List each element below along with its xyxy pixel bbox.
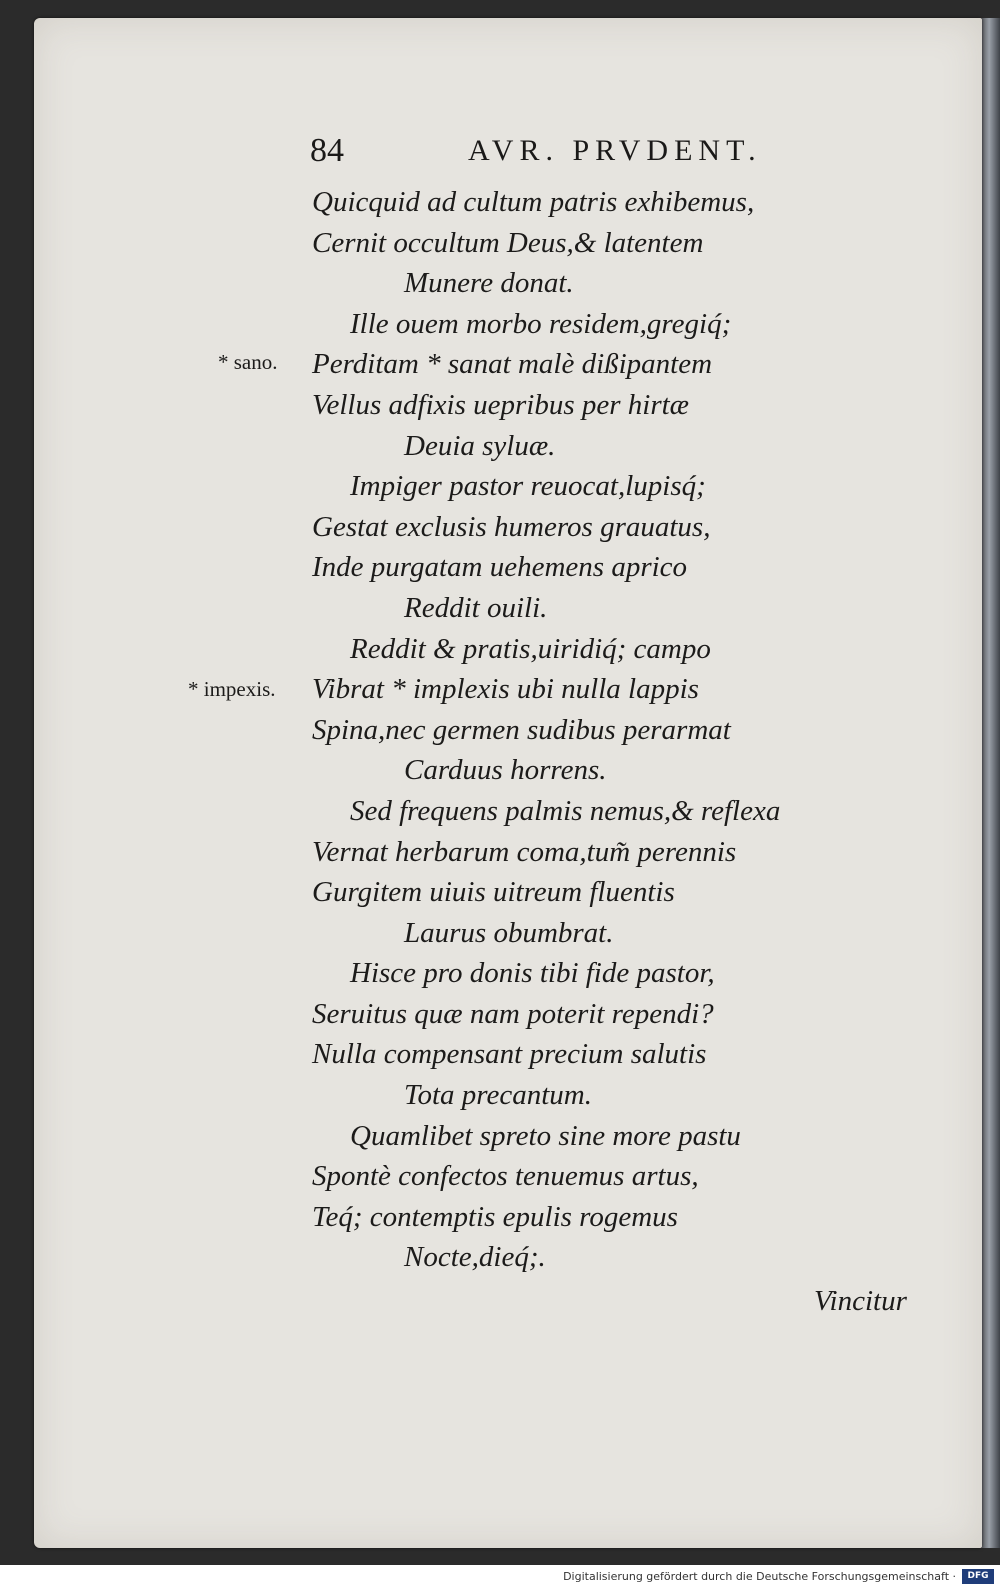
running-title: AVR. PRVDENT. xyxy=(468,134,762,167)
poem-line: Perditam * sanat malè dißipantem xyxy=(312,348,713,381)
poem-line: Seruitus quæ nam poterit rependi? xyxy=(312,997,714,1030)
poem-line: Teq́; contemptis epulis rogemus xyxy=(312,1200,678,1233)
poem-line: Vernat herbarum coma,tum̃ perennis xyxy=(312,835,737,868)
margin-note: * impexis. xyxy=(188,677,276,701)
book-edge xyxy=(982,18,1000,1548)
poem-line: Nocte,dieq́;. xyxy=(404,1241,546,1274)
poem-line: Carduus horrens. xyxy=(404,754,607,787)
poem-text xyxy=(312,182,872,1278)
poem-line: Reddit & pratis,uiridiq́; campo xyxy=(350,632,711,665)
poem-line: Inde purgatam uehemens aprico xyxy=(312,551,688,584)
margin-note: * sano. xyxy=(218,350,278,374)
poem-line: Sed frequens palmis nemus,& reflexa xyxy=(350,794,781,827)
poem-line: Tota precantum. xyxy=(404,1079,592,1112)
poem-line: Quamlibet spreto sine more pastu xyxy=(350,1119,741,1152)
dfg-logo: DFG xyxy=(962,1569,994,1584)
page-header xyxy=(310,130,870,174)
poem-line: Spina,nec germen sudibus perarmat xyxy=(312,713,731,746)
poem-line: Ille ouem morbo residem,gregiq́; xyxy=(350,307,732,340)
catchword: Vincitur xyxy=(814,1285,907,1317)
poem-line: Impiger pastor reuocat,lupisq́; xyxy=(350,470,706,503)
poem-line: Deuia syluæ. xyxy=(404,429,556,462)
poem-line: Laurus obumbrat. xyxy=(404,916,614,949)
poem-line: Cernit occultum Deus,& latentem xyxy=(312,226,704,259)
poem-line: Quicquid ad cultum patris exhibemus, xyxy=(312,186,755,218)
digitization-footer xyxy=(0,1565,1000,1590)
page-number: 84 xyxy=(310,132,344,169)
poem-line: Munere donat. xyxy=(404,267,574,300)
poem-line: Gestat exclusis humeros grauatus, xyxy=(312,510,711,543)
poem-line: Vibrat * implexis ubi nulla lappis xyxy=(312,673,699,706)
poem-line: Nulla compensant precium salutis xyxy=(312,1038,707,1071)
poem-line: Vellus adfixis uepribus per hirtæ xyxy=(312,388,689,421)
footer-credit: Digitalisierung gefördert durch die Deutsche Forschungsgemeinschaft · xyxy=(563,1570,956,1583)
poem-line: Gurgitem uiuis uitreum fluentis xyxy=(312,876,675,909)
poem-line: Spontè confectos tenuemus artus, xyxy=(312,1160,699,1193)
poem-line: Hisce pro donis tibi fide pastor, xyxy=(350,957,715,990)
poem-line: Reddit ouili. xyxy=(404,591,548,624)
